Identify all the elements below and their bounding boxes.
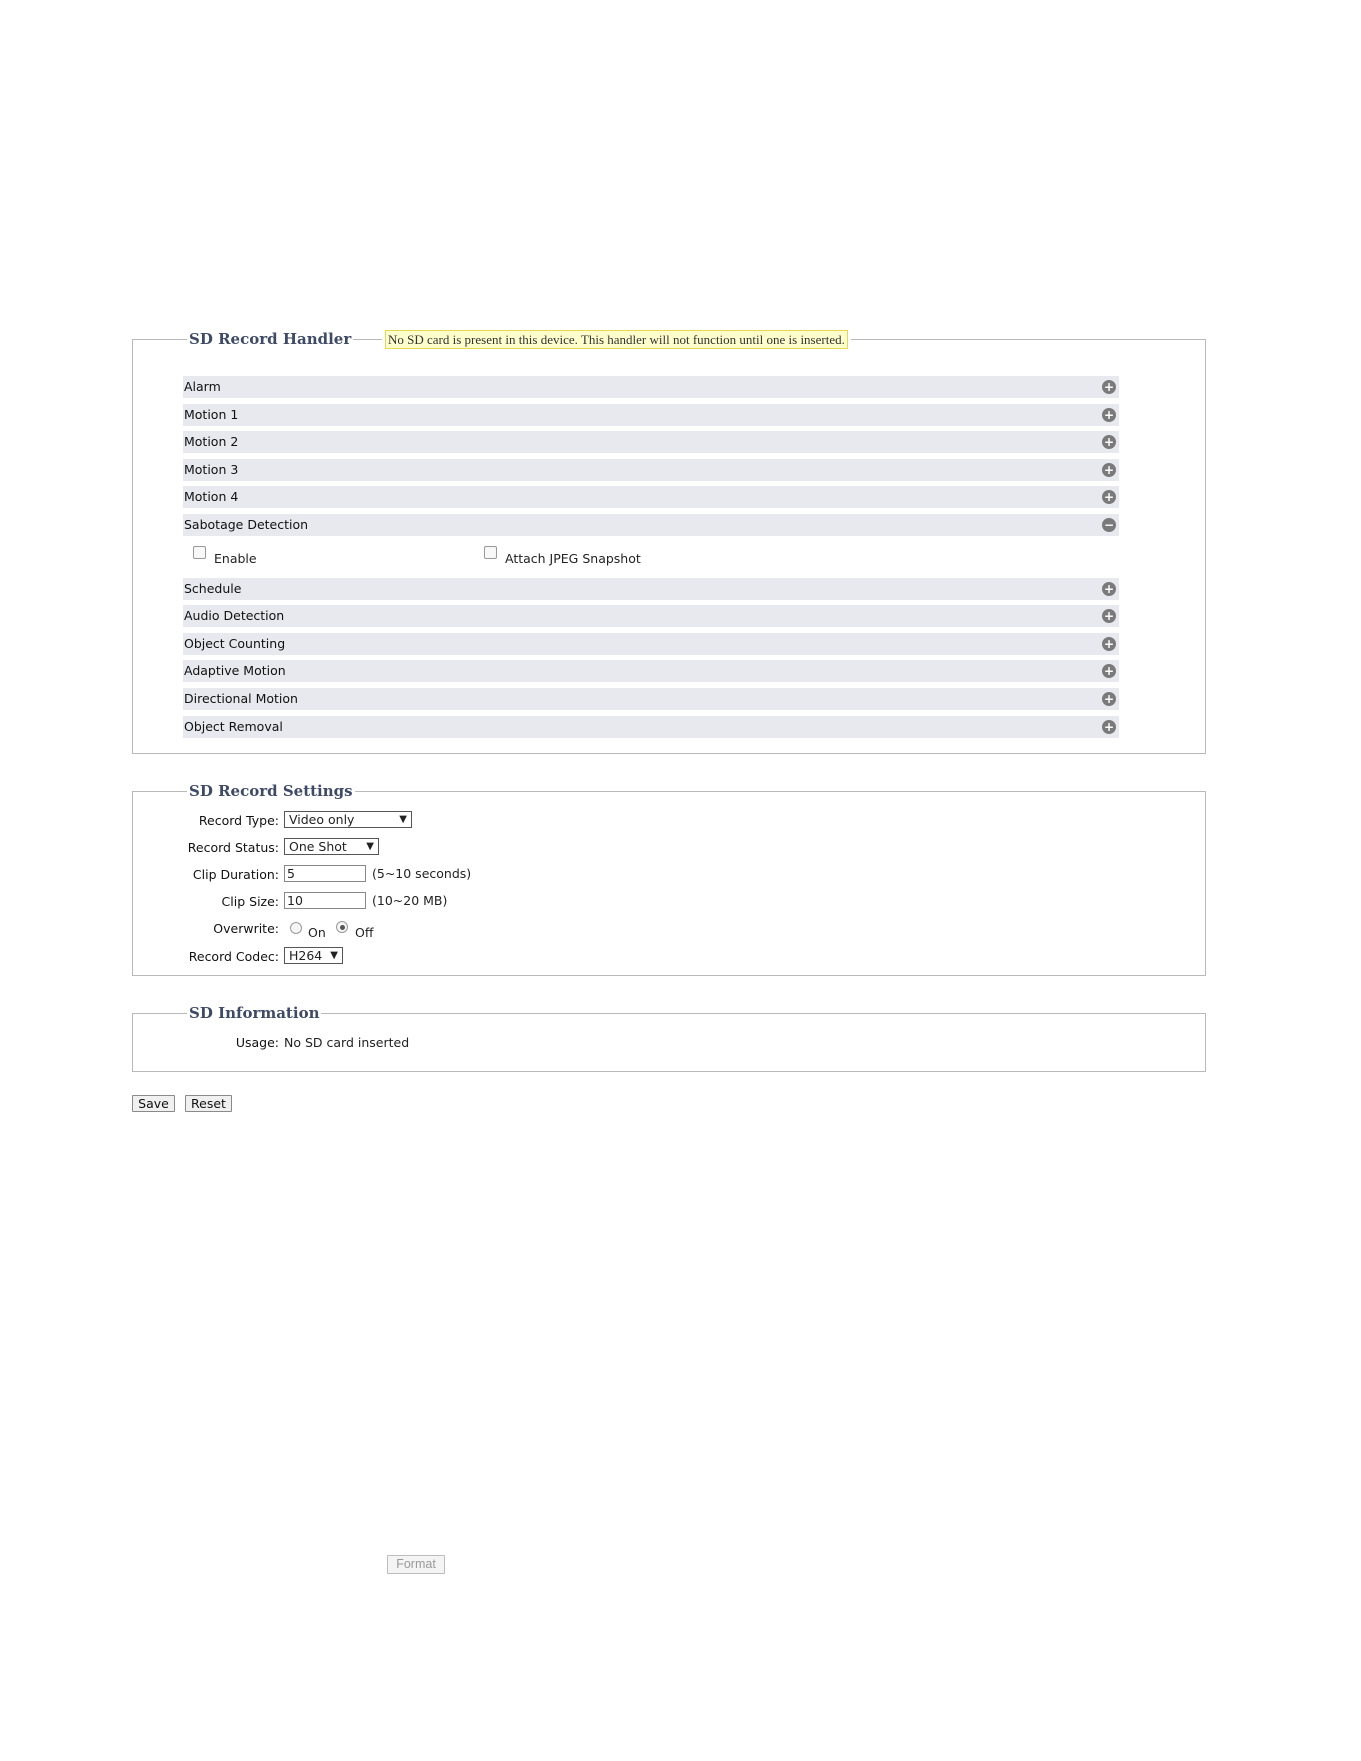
handler-row-label: Audio Detection bbox=[184, 608, 285, 624]
handler-row-label: Motion 4 bbox=[184, 489, 239, 505]
usage-value: No SD card inserted bbox=[284, 1035, 410, 1050]
handler-row-label: Directional Motion bbox=[184, 690, 298, 706]
dropdown-arrow-icon: ▼ bbox=[366, 841, 374, 852]
handler-row-directional-motion[interactable] bbox=[183, 688, 1119, 710]
record-codec-label: Record Codec: bbox=[188, 949, 279, 964]
attach-jpeg-snapshot-checkbox[interactable] bbox=[484, 546, 497, 559]
clip-duration-label: Clip Duration: bbox=[192, 867, 279, 882]
record-status-label: Record Status: bbox=[187, 840, 279, 855]
clip-duration-input[interactable]: 5 bbox=[284, 865, 366, 882]
handler-row-label: Object Counting bbox=[184, 635, 286, 651]
overwrite-on-label: On bbox=[308, 925, 326, 940]
handler-row-motion-4[interactable] bbox=[183, 486, 1119, 508]
handler-row-alarm[interactable] bbox=[183, 376, 1119, 398]
save-button[interactable]: Save bbox=[132, 1095, 175, 1112]
record-status-value: One Shot bbox=[289, 839, 347, 854]
enable-checkbox[interactable] bbox=[193, 546, 206, 559]
expand-plus-icon[interactable]: + bbox=[1103, 581, 1115, 596]
attach-jpeg-snapshot-label: Attach JPEG Snapshot bbox=[505, 550, 641, 566]
record-type-value: Video only bbox=[289, 812, 355, 827]
handler-row-label: Sabotage Detection bbox=[184, 516, 309, 532]
handler-row-schedule[interactable] bbox=[183, 578, 1119, 600]
handler-row-motion-1[interactable] bbox=[183, 404, 1119, 426]
handler-row-label: Object Removal bbox=[184, 718, 283, 734]
handler-row-motion-2[interactable] bbox=[183, 431, 1119, 453]
sd-record-handler-section bbox=[132, 330, 1206, 754]
clip-size-label: Clip Size: bbox=[221, 894, 279, 909]
handler-row-label: Adaptive Motion bbox=[184, 663, 286, 679]
no-sd-card-warning bbox=[382, 330, 851, 349]
enable-label: Enable bbox=[214, 550, 257, 566]
handler-row-label: Motion 2 bbox=[184, 434, 239, 450]
handler-row-label: Schedule bbox=[184, 580, 242, 596]
expand-plus-icon[interactable]: + bbox=[1103, 462, 1115, 477]
expand-plus-icon[interactable]: + bbox=[1103, 435, 1115, 450]
expand-plus-icon[interactable]: + bbox=[1103, 691, 1115, 706]
record-type-label: Record Type: bbox=[198, 813, 279, 828]
handler-row-adaptive-motion[interactable] bbox=[183, 660, 1119, 682]
handler-row-sabotage-detection[interactable] bbox=[183, 514, 1119, 536]
handler-list bbox=[183, 376, 1119, 743]
overwrite-off-label: Off bbox=[355, 925, 374, 940]
handler-row-motion-3[interactable] bbox=[183, 459, 1119, 481]
expand-plus-icon[interactable]: + bbox=[1103, 719, 1115, 734]
expand-plus-icon[interactable]: + bbox=[1103, 636, 1115, 651]
overwrite-on-radio[interactable] bbox=[290, 922, 302, 934]
expand-plus-icon[interactable]: + bbox=[1103, 407, 1115, 422]
usage-label: Usage: bbox=[235, 1035, 279, 1050]
handler-row-label: Motion 1 bbox=[184, 406, 239, 422]
expand-plus-icon[interactable]: + bbox=[1103, 490, 1115, 505]
warning-text: No SD card is present in this device. This handler will not function until one is inserted. bbox=[385, 330, 848, 349]
record-status-select[interactable] bbox=[284, 838, 379, 855]
clip-size-hint: (10~20 MB) bbox=[372, 893, 448, 908]
overwrite-label: Overwrite: bbox=[213, 921, 279, 936]
handler-row-object-counting[interactable] bbox=[183, 633, 1119, 655]
format-button[interactable]: Format bbox=[387, 1555, 445, 1574]
expand-plus-icon[interactable]: + bbox=[1103, 664, 1115, 679]
handler-row-object-removal[interactable] bbox=[183, 716, 1119, 738]
dropdown-arrow-icon: ▼ bbox=[330, 950, 338, 961]
handler-row-label: Motion 3 bbox=[184, 461, 239, 477]
expand-plus-icon[interactable]: + bbox=[1103, 380, 1115, 394]
sd-record-handler-legend: SD Record Handler bbox=[189, 330, 352, 348]
expand-plus-icon[interactable]: + bbox=[1103, 609, 1115, 624]
clip-size-input[interactable]: 10 bbox=[284, 892, 366, 909]
record-type-select[interactable] bbox=[284, 811, 412, 828]
dropdown-arrow-icon: ▼ bbox=[399, 814, 407, 825]
handler-row-label: Alarm bbox=[184, 379, 221, 394]
reset-button[interactable]: Reset bbox=[185, 1095, 232, 1112]
record-codec-value: H264 bbox=[289, 948, 323, 963]
sabotage-detection-options bbox=[183, 542, 1119, 578]
sd-record-settings-legend: SD Record Settings bbox=[189, 782, 353, 800]
sd-information-section bbox=[132, 1004, 1206, 1072]
sd-record-settings-section bbox=[132, 782, 1206, 976]
handler-row-audio-detection[interactable] bbox=[183, 605, 1119, 627]
collapse-minus-icon[interactable]: − bbox=[1103, 517, 1115, 532]
sd-information-legend: SD Information bbox=[189, 1004, 320, 1022]
record-codec-select[interactable] bbox=[284, 947, 343, 964]
clip-duration-hint: (5~10 seconds) bbox=[372, 866, 472, 881]
overwrite-off-radio[interactable] bbox=[336, 921, 348, 933]
